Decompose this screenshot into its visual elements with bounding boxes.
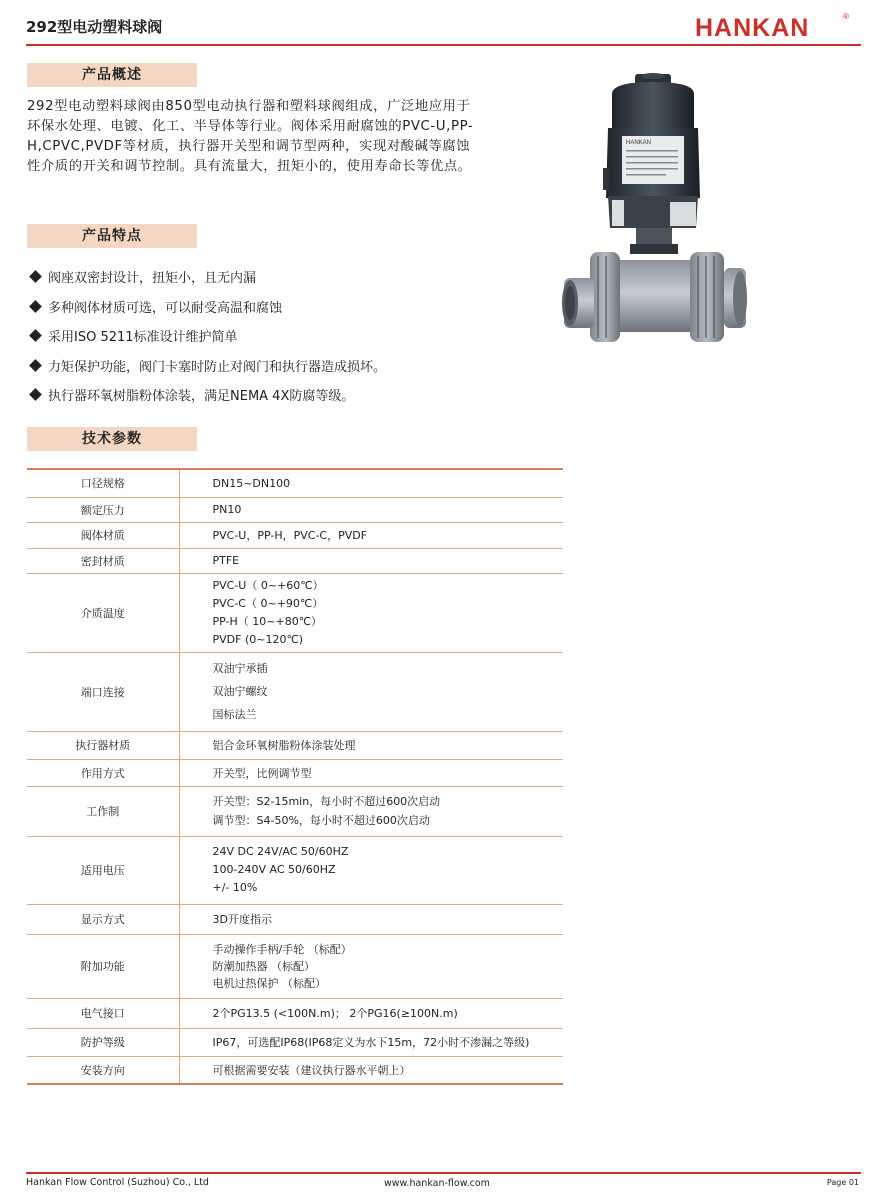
page-title: 292型电动塑料球阀 (26, 18, 163, 36)
spec-value: 双油宁承插 双油宁螺纹 国标法兰 (179, 652, 563, 731)
feature-list (28, 262, 386, 410)
table-row (27, 652, 563, 731)
spec-key: 工作制 (27, 786, 179, 836)
diamond-bullet-icon (29, 329, 42, 342)
spec-value: 3D开度指示 (179, 904, 563, 934)
table-row (27, 469, 563, 497)
list-item (28, 262, 386, 292)
spec-value: 开关型，比例调节型 (179, 759, 563, 786)
diamond-bullet-icon (29, 388, 42, 401)
spec-value: 2个PG13.5 (<100N.m)； 2个PG16(≥100N.m) (179, 998, 563, 1028)
table-row (27, 522, 563, 548)
table-row (27, 786, 563, 836)
spec-value: 24V DC 24V/AC 50/60HZ 100-240V AC 50/60HZ +/- 10% (179, 836, 563, 904)
svg-text:HANKAN: HANKAN (626, 140, 652, 146)
header-rule (26, 44, 861, 46)
table-row (27, 1056, 563, 1084)
feature-text: 阀座双密封设计，扭矩小，且无内漏 (48, 271, 257, 287)
diamond-bullet-icon (29, 359, 42, 372)
spec-value: IP67，可选配IP68(IP68定义为水下15m，72小时不渗漏之等级) (179, 1028, 563, 1056)
spec-key: 电气接口 (27, 998, 179, 1028)
spec-key: 阀体材质 (27, 522, 179, 548)
spec-value: PTFE (179, 548, 563, 573)
spec-key: 口径规格 (27, 469, 179, 497)
feature-text: 执行器环氧树脂粉体涂装，满足NEMA 4X防腐等级。 (48, 389, 355, 405)
features-heading: 产品特点 (27, 224, 197, 248)
spec-key: 额定压力 (27, 497, 179, 522)
table-row (27, 904, 563, 934)
diamond-bullet-icon (29, 300, 42, 313)
table-row (27, 998, 563, 1028)
hankan-logo (695, 10, 855, 44)
feature-text: 多种阀体材质可选，可以耐受高温和腐蚀 (48, 300, 283, 316)
svg-text:HANKAN: HANKAN (695, 14, 810, 42)
overview-heading: 产品概述 (27, 63, 197, 87)
list-item (28, 321, 386, 351)
feature-text: 采用ISO 5211标准设计维护简单 (48, 330, 238, 346)
footer-rule (26, 1172, 861, 1174)
table-row (27, 497, 563, 522)
table-row (27, 548, 563, 573)
spec-key: 介质温度 (27, 573, 179, 652)
spec-key: 安装方向 (27, 1056, 179, 1084)
spec-key: 端口连接 (27, 652, 179, 731)
spec-key: 显示方式 (27, 904, 179, 934)
spec-table (27, 468, 563, 1085)
specs-heading: 技术参数 (27, 427, 197, 451)
table-row (27, 573, 563, 652)
diamond-bullet-icon (29, 270, 42, 283)
table-row (27, 731, 563, 759)
spec-key: 防护等级 (27, 1028, 179, 1056)
list-item (28, 380, 386, 410)
spec-value: PN10 (179, 497, 563, 522)
page-number: Page 01 (826, 1178, 859, 1187)
list-item (28, 292, 386, 322)
spec-value: 手动操作手柄/手轮 （标配） 防潮加热器 （标配） 电机过热保护 （标配） (179, 934, 563, 998)
spec-key: 密封材质 (27, 548, 179, 573)
spec-key: 附加功能 (27, 934, 179, 998)
spec-value: DN15~DN100 (179, 469, 563, 497)
spec-value: 铝合金环氧树脂粉体涂装处理 (179, 731, 563, 759)
overview-text: 292型电动塑料球阀由850型电动执行器和塑料球阀组成，广泛地应用于环保水处理、电镀、化工、半导体等行业。阀体采用耐腐蚀的PVC-U,PP-H,CPVC,PVDF等材质，执行器开关型和调节型两种，实现对酸碱等腐蚀性介质的开关和调节控制。具有流量大，扭矩小的，使用寿命长等优点。 (27, 99, 474, 174)
spec-key: 适用电压 (27, 836, 179, 904)
spec-key: 执行器材质 (27, 731, 179, 759)
list-item (28, 351, 386, 381)
feature-text: 力矩保护功能，阀门卡塞时防止对阀门和执行器造成损坏。 (48, 359, 387, 375)
table-row (27, 1028, 563, 1056)
table-row (27, 759, 563, 786)
spec-key: 作用方式 (27, 759, 179, 786)
table-row (27, 934, 563, 998)
spec-value: 开关型：S2-15min，每小时不超过600次启动 调节型：S4-50%，每小时不超过600次启动 (179, 786, 563, 836)
valve-product-image (560, 72, 760, 372)
footer-company: Hankan Flow Control (Suzhou) Co., Ltd (26, 1177, 209, 1188)
svg-text:®: ® (843, 12, 849, 21)
spec-value: 可根据需要安装（建议执行器水平朝上） (212, 1063, 411, 1077)
spec-value: PVC-U，PP-H，PVC-C，PVDF (179, 522, 563, 548)
table-row (27, 836, 563, 904)
spec-value: PVC-U（ 0~+60℃） PVC-C（ 0~+90℃） PP-H（ 10~+80℃） PVDF (0~120℃) (179, 573, 563, 652)
footer-website[interactable]: www.hankan-flow.com (384, 1178, 490, 1189)
